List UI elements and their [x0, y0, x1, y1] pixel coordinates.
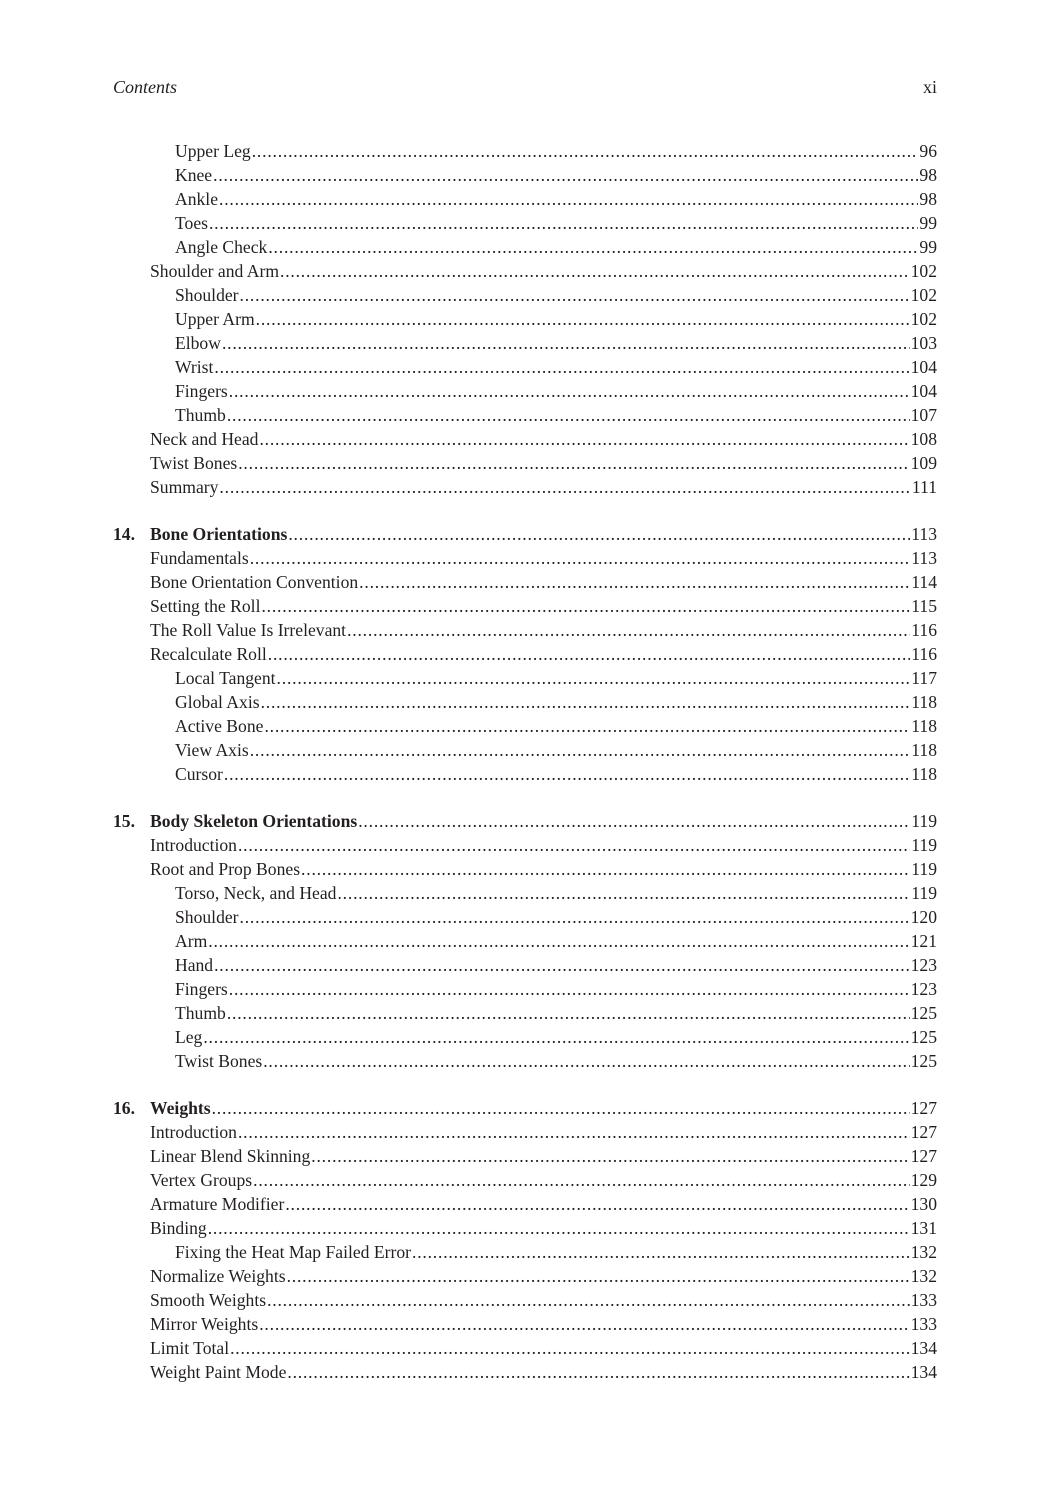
toc-entry-page-number: 127 [910, 1122, 937, 1142]
toc-entry[interactable] [113, 1025, 937, 1049]
toc-entry-page-number: 119 [911, 811, 937, 831]
toc-entry[interactable] [113, 187, 937, 211]
running-head [113, 75, 937, 99]
toc-entry-page-number: 129 [910, 1170, 937, 1190]
toc-entry-page-number: 123 [910, 955, 937, 975]
toc-entry-title: Arm [175, 931, 208, 951]
dot-leader [287, 1264, 910, 1288]
toc-entry[interactable] [113, 833, 937, 857]
toc-entry[interactable] [113, 881, 937, 905]
toc-chapter-number: 16. [113, 1098, 135, 1118]
toc-entry-title: Setting the Roll [150, 596, 261, 616]
toc-entry-page-number: 102 [910, 261, 937, 281]
dot-leader [288, 522, 910, 546]
dot-leader [224, 762, 910, 786]
dot-leader [261, 690, 911, 714]
toc-entry[interactable] [113, 762, 937, 786]
dot-leader [337, 881, 910, 905]
toc-entry-page-number: 115 [911, 596, 937, 616]
toc-entry-title: Leg [175, 1027, 203, 1047]
toc-entry[interactable] [113, 929, 937, 953]
dot-leader [347, 618, 910, 642]
toc-chapter-entry[interactable] [113, 809, 937, 833]
toc-entry-title: Shoulder and Arm [150, 261, 280, 281]
toc-entry-title: Toes [175, 213, 208, 233]
toc-entry[interactable] [113, 307, 937, 331]
dot-leader [219, 187, 918, 211]
toc-entry[interactable] [113, 546, 937, 570]
toc-entry-page-number: 134 [910, 1338, 937, 1358]
toc-entry-page-number: 130 [910, 1194, 937, 1214]
toc-entry[interactable] [113, 1168, 937, 1192]
toc-entry-title: Elbow [175, 333, 221, 353]
dot-leader [280, 259, 910, 283]
toc-entry-title: Linear Blend Skinning [150, 1146, 311, 1166]
dot-leader [256, 307, 910, 331]
dot-leader [285, 1192, 909, 1216]
toc-entry-title: Active Bone [175, 716, 264, 736]
toc-entry-title: Smooth Weights [150, 1290, 267, 1310]
toc-entry-page-number: 118 [911, 692, 937, 712]
toc-entry[interactable] [113, 475, 937, 499]
toc-entry[interactable] [113, 259, 937, 283]
toc-entry-page-number: 132 [910, 1266, 937, 1286]
dot-leader [238, 1120, 910, 1144]
dot-leader [240, 905, 910, 929]
toc-entry[interactable] [113, 331, 937, 355]
toc-entry-title: Hand [175, 955, 214, 975]
toc-entry[interactable] [113, 642, 937, 666]
toc-entry[interactable] [113, 211, 937, 235]
toc-entry-title: Introduction [150, 1122, 237, 1142]
toc-entry-title: Normalize Weights [150, 1266, 286, 1286]
dot-leader [203, 1025, 909, 1049]
dot-leader [209, 211, 918, 235]
toc-entry-title: Knee [175, 165, 213, 185]
dot-leader [301, 857, 910, 881]
toc-entry[interactable] [113, 666, 937, 690]
dot-leader [412, 1240, 910, 1264]
toc-entry[interactable] [113, 857, 937, 881]
toc-entry-page-number: 111 [911, 477, 937, 497]
toc-entry-title: Summary [150, 477, 219, 497]
toc-entry-title: Ankle [175, 189, 218, 209]
toc-entry-title: Twist Bones [175, 1051, 263, 1071]
toc-entry-title: Bone Orientations [150, 524, 288, 544]
toc-entry-title: View Axis [175, 740, 249, 760]
toc-entry-title: Torso, Neck, and Head [175, 883, 337, 903]
toc-entry-page-number: 120 [910, 907, 937, 927]
toc-entry[interactable] [113, 1360, 937, 1384]
toc-entry[interactable] [113, 1001, 937, 1025]
toc-entry-title: Upper Leg [175, 141, 251, 161]
toc-entry-title: Root and Prop Bones [150, 859, 301, 879]
toc-entry[interactable] [113, 570, 937, 594]
toc-chapter-entry[interactable] [113, 522, 937, 546]
dot-leader [240, 283, 910, 307]
toc-entry-title: Armature Modifier [150, 1194, 285, 1214]
dot-leader [359, 570, 910, 594]
dot-leader [212, 1096, 910, 1120]
toc-entry[interactable] [113, 953, 937, 977]
toc-chapter-number: 14. [113, 524, 135, 544]
toc-entry-page-number: 118 [911, 764, 937, 784]
toc-entry-page-number: 118 [911, 716, 937, 736]
toc-entry[interactable] [113, 355, 937, 379]
toc-entry-title: Thumb [175, 405, 226, 425]
toc-entry-page-number: 113 [911, 548, 937, 568]
dot-leader [263, 1049, 909, 1073]
toc-entry[interactable] [113, 1144, 937, 1168]
dot-leader [208, 929, 909, 953]
running-head-page-number: xi [922, 77, 937, 97]
dot-leader [227, 403, 910, 427]
toc-entry-page-number: 107 [910, 405, 937, 425]
toc-entry-page-number: 103 [910, 333, 937, 353]
dot-leader [222, 331, 910, 355]
toc-entry-page-number: 119 [911, 859, 937, 879]
toc-entry-page-number: 131 [910, 1218, 937, 1238]
toc-entry[interactable] [113, 139, 937, 163]
toc-entry-page-number: 132 [910, 1242, 937, 1262]
toc-entry-title: Recalculate Roll [150, 644, 267, 664]
toc-entry-page-number: 123 [910, 979, 937, 999]
toc-entry-page-number: 96 [919, 141, 937, 161]
toc-entry-title: Fingers [175, 979, 228, 999]
toc-entry-page-number: 125 [910, 1027, 937, 1047]
toc-entry[interactable] [113, 594, 937, 618]
toc-entry-title: Introduction [150, 835, 237, 855]
toc-entry-page-number: 127 [910, 1098, 937, 1118]
toc-entry-page-number: 109 [910, 453, 937, 473]
toc-entry[interactable] [113, 977, 937, 1001]
toc-entry-page-number: 99 [919, 213, 937, 233]
dot-leader [268, 642, 910, 666]
toc-entry-title: Local Tangent [175, 668, 276, 688]
toc-entry-title: Twist Bones [150, 453, 238, 473]
toc-entry-title: Weights [150, 1098, 211, 1118]
toc-entry-title: Limit Total [150, 1338, 230, 1358]
toc-entry[interactable] [113, 1216, 937, 1240]
toc-entry-title: Fingers [175, 381, 228, 401]
toc-entry[interactable] [113, 738, 937, 762]
toc-entry-title: Upper Arm [175, 309, 255, 329]
toc-entry-title: Bone Orientation Convention [150, 572, 359, 592]
toc-entry-page-number: 125 [910, 1003, 937, 1023]
toc-entry[interactable] [113, 1192, 937, 1216]
dot-leader [214, 953, 910, 977]
toc-entry-title: Shoulder [175, 907, 239, 927]
toc-entry-page-number: 119 [911, 835, 937, 855]
toc-entry[interactable] [113, 1336, 937, 1360]
toc-entry[interactable] [113, 451, 937, 475]
dot-leader [268, 235, 918, 259]
dot-leader [250, 546, 911, 570]
dot-leader [311, 1144, 909, 1168]
dot-leader [253, 1168, 909, 1192]
dot-leader [261, 594, 910, 618]
toc-entry-page-number: 117 [911, 668, 937, 688]
toc-entry-page-number: 98 [919, 165, 937, 185]
toc-entry-page-number: 99 [919, 237, 937, 257]
toc-entry-title: Wrist [175, 357, 214, 377]
toc-entry-title: Body Skeleton Orientations [150, 811, 358, 831]
dot-leader [259, 427, 909, 451]
toc-entry-page-number: 102 [910, 309, 937, 329]
dot-leader [238, 451, 909, 475]
toc-entry[interactable] [113, 618, 937, 642]
toc-entry-page-number: 116 [911, 644, 937, 664]
dot-leader [267, 1288, 910, 1312]
toc-entry-page-number: 114 [911, 572, 937, 592]
dot-leader [252, 139, 919, 163]
toc-entry-title: Neck and Head [150, 429, 259, 449]
dot-leader [229, 977, 910, 1001]
toc-entry-page-number: 116 [911, 620, 937, 640]
toc-entry-title: Shoulder [175, 285, 239, 305]
table-of-contents [113, 139, 937, 1384]
toc-entry[interactable] [113, 283, 937, 307]
toc-entry-title: Fundamentals [150, 548, 249, 568]
toc-entry-page-number: 133 [910, 1290, 937, 1310]
dot-leader [277, 666, 911, 690]
toc-entry[interactable] [113, 427, 937, 451]
toc-chapter-entry[interactable] [113, 1096, 937, 1120]
dot-leader [213, 163, 918, 187]
toc-entry[interactable] [113, 379, 937, 403]
toc-entry-title: Global Axis [175, 692, 260, 712]
toc-entry[interactable] [113, 1288, 937, 1312]
toc-entry-page-number: 104 [910, 381, 937, 401]
toc-entry-title: Cursor [175, 764, 223, 784]
dot-leader [250, 738, 911, 762]
toc-entry-page-number: 102 [910, 285, 937, 305]
toc-entry-page-number: 113 [911, 524, 937, 544]
toc-entry-page-number: 98 [919, 189, 937, 209]
toc-entry-page-number: 121 [910, 931, 937, 951]
toc-entry[interactable] [113, 1049, 937, 1073]
dot-leader [230, 1336, 910, 1360]
toc-entry-page-number: 134 [910, 1362, 937, 1382]
toc-chapter-number: 15. [113, 811, 135, 831]
toc-entry[interactable] [113, 163, 937, 187]
running-head-title: Contents [113, 77, 178, 97]
dot-leader [219, 475, 910, 499]
toc-entry-title: The Roll Value Is Irrelevant [150, 620, 347, 640]
dot-leader [287, 1360, 909, 1384]
toc-entry-page-number: 119 [911, 883, 937, 903]
toc-entry-page-number: 125 [910, 1051, 937, 1071]
toc-entry[interactable] [113, 1312, 937, 1336]
toc-entry-title: Weight Paint Mode [150, 1362, 287, 1382]
toc-entry-title: Binding [150, 1218, 207, 1238]
toc-entry-page-number: 133 [910, 1314, 937, 1334]
toc-entry[interactable] [113, 905, 937, 929]
toc-entry-page-number: 118 [911, 740, 937, 760]
toc-entry-title: Mirror Weights [150, 1314, 259, 1334]
dot-leader [227, 1001, 910, 1025]
toc-entry-page-number: 127 [910, 1146, 937, 1166]
toc-entry[interactable] [113, 690, 937, 714]
toc-entry[interactable] [113, 714, 937, 738]
toc-entry-page-number: 104 [910, 357, 937, 377]
dot-leader [259, 1312, 909, 1336]
toc-entry-page-number: 108 [910, 429, 937, 449]
dot-leader [238, 833, 910, 857]
toc-entry-title: Angle Check [175, 237, 268, 257]
toc-entry[interactable] [113, 1264, 937, 1288]
toc-entry-title: Fixing the Heat Map Failed Error [175, 1242, 411, 1262]
toc-entry-title: Thumb [175, 1003, 226, 1023]
dot-leader [208, 1216, 910, 1240]
toc-entry-title: Vertex Groups [150, 1170, 253, 1190]
toc-entry[interactable] [113, 1120, 937, 1144]
dot-leader [229, 379, 910, 403]
toc-entry[interactable] [113, 235, 937, 259]
toc-entry[interactable] [113, 403, 937, 427]
dot-leader [214, 355, 909, 379]
toc-entry[interactable] [113, 1240, 937, 1264]
dot-leader [264, 714, 910, 738]
dot-leader [358, 809, 910, 833]
